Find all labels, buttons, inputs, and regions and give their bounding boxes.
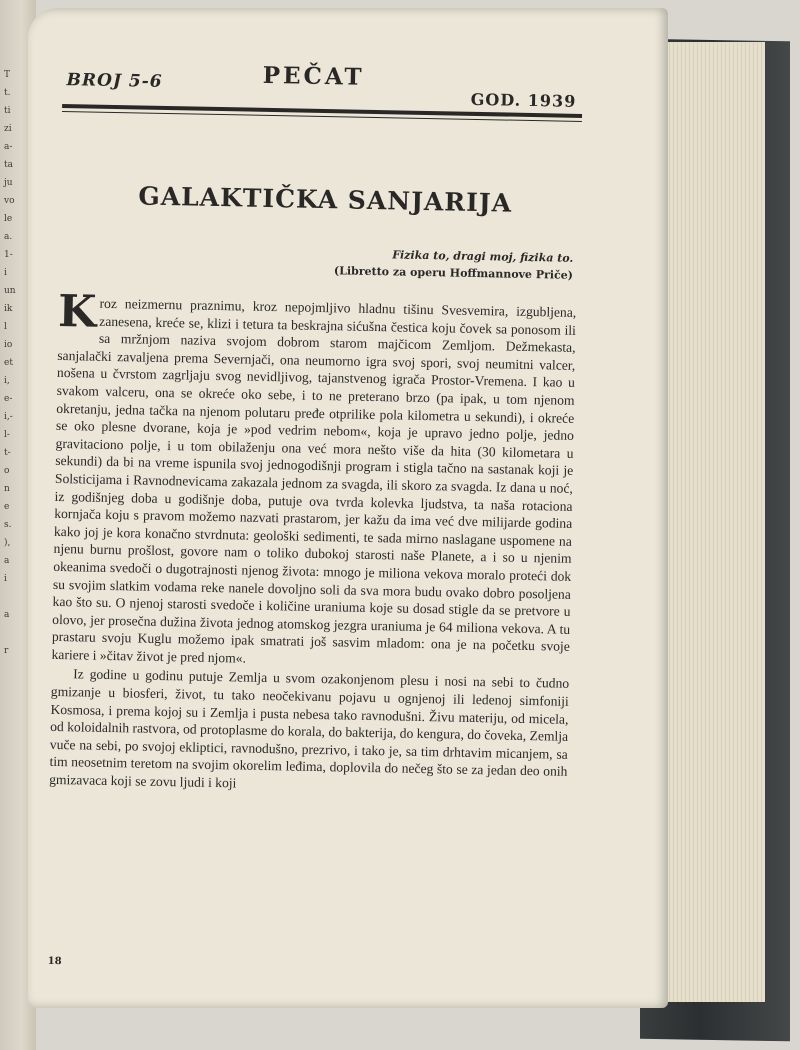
page-content xyxy=(47,8,584,968)
left-page-fragment: vo xyxy=(4,196,15,206)
drop-cap: K xyxy=(57,285,97,338)
left-page-fragment: i xyxy=(4,574,7,584)
left-page-fragment: le xyxy=(4,214,13,224)
left-page-fragment: T xyxy=(4,70,11,80)
left-page-fragment: ), xyxy=(4,538,11,548)
left-page-fragment: t. xyxy=(4,88,11,98)
left-page-fragment: ta xyxy=(4,160,13,170)
epigraph-source: (Libretto za operu Hoffmannove Priče) xyxy=(333,264,574,282)
left-page-fragment: 1- xyxy=(4,250,13,260)
epigraph-quote: Fizika to, dragi moj, fizika to. xyxy=(392,248,574,265)
left-page-fragment: a xyxy=(4,610,10,620)
page-number: 18 xyxy=(47,955,62,968)
running-header xyxy=(62,58,583,111)
left-page-fragment: zi xyxy=(4,124,12,134)
left-page-fragment: e- xyxy=(4,394,13,404)
left-page-fragment: et xyxy=(4,358,13,368)
left-page-fragment: un xyxy=(4,286,16,296)
left-page-fragment: ju xyxy=(4,178,13,188)
left-page-fragment: a xyxy=(4,556,10,566)
left-page-fragment: i, xyxy=(4,376,10,386)
book-page xyxy=(28,8,668,1008)
year-label: GOD. 1939 xyxy=(470,89,577,111)
left-page-fragment: l xyxy=(4,322,7,332)
left-page-fragment: t- xyxy=(4,448,11,458)
left-page-fragment: e xyxy=(4,502,10,512)
article-body xyxy=(49,285,577,798)
left-page-fragment: ik xyxy=(4,304,13,314)
left-page-fragment: l- xyxy=(4,430,10,440)
left-page-fragment: o xyxy=(4,466,10,476)
paragraph-1-text: roz neizmernu praznimu, kroz nepojmljivo hladnu tišinu Svesvemira, izgubljena, zanesena, kreće se, klizi i tetura ta beskrajna sićušna čestica koju čovek sa ponosom ili sa mržnjom naziva svojom dobrom starom majčicom Zemljom. Dežmekasta, sanjalački zavaljena prema Severnjači, ona neumorno igra svoj spori, svoj neumitni valcer, nošena u čvrstom zagrljaju svog nevidljivog, tajanstvenog igrača Prostor-Vremena. I kao u svakom valceru, ona se okreće oko sebe, i to ne preterano brzo (pa ipak, u tom njenom okretanju, jedna tačka na njenom polutaru pređe otprilike pola kilometra u sekundi), i okreće se oko plesne dvorane, koja je »pod vedrim nebom«, koja je upravo jedno polje, jedno gravitaciono polje, i u tom obilaženju ona već mora nešto više da hita (30 kilometara u sekundi) da bi na vreme ispunila svoj jednogodišnji program i stigla tačno na sastanak koji je Solsticijama i Ravnodnevicama zakazala jednom za svagda, ili skoro za svagda. Iz dana u noć, iz godišnjeg doba u godišnje doba, putuje ova tvrda kolevka ljudstva, ta naša rotaciona kornjača koju s pravom možemo nazvati prastarom, jer kažu da ima već dve milijarde godina kako joj je kora konačno stvrdnuta: geološki sedimenti, te sada mirno naslagane uspomene na njenu burnu prošlost, govore nam o toliko dubokoj starosti naše Planete, a i so u njenim okeanima svedoči o dugotrajnosti njenog života: mnogo je miliona vekova moralo proteći dok su svojim slatkim vodama reke nanele dovoljno soli da sva mora budu ovako dobro posoljena kao što su. O njenoj starosti svedoče i količine uraniuma koje su dosad stigle da se pretvore u olovo, jer prosečna dužina života jednog atomskog jezgra uraniuma je 64 miliona vekova. A tu prastaru svoju Kuglu možemo ipak smatrati još sasvim mladom: ona je na početku svoje kariere i »čitav život je pred njom«. xyxy=(51,295,577,666)
magazine-title: PEČAT xyxy=(262,61,365,91)
left-page-fragment: a. xyxy=(4,232,13,242)
left-page-fragment: ti xyxy=(4,106,11,116)
left-page-fragment: a- xyxy=(4,142,13,152)
issue-number: BROJ 5-6 xyxy=(66,70,163,92)
left-page-fragment: n xyxy=(4,484,10,494)
paragraph-1 xyxy=(51,285,577,673)
article-title: GALAKTIČKA SANJARIJA xyxy=(138,181,513,218)
left-page-fragment: s. xyxy=(4,520,12,530)
left-page-fragment: i xyxy=(4,268,7,278)
left-page-fragment: io xyxy=(4,340,13,350)
left-page-fragment: r xyxy=(4,646,9,656)
left-page-fragment: i,- xyxy=(4,412,13,422)
paragraph-2: Iz godine u godinu putuje Zemlja u svom ozakonjenom plesu i nosi na sebi to čudno gmizanje u biosferi, život, tu tako neočekivanu pojavu u ognjenoj ili ledenoj simfoniji Kosmosa, i premа kojoj su i Zemlja i pusta nebesa tako ravnodušni. Živu materiju, od micela, od koloidalnih rastvora, od protoplasme do korala, do bakterija, do kengura, do čoveka, Zemlja vuče na sebi, po svojoj ekliptici, ravnodušno, prezrivo, i tako je, sa tim drhtavim micanjem, sa tim neosetnim teretom na svojim okorelim leđima, doplovila do nečeg što se za jedan deo onih gmizavaca koji se zovu ljudi i koji xyxy=(49,666,570,791)
epigraph xyxy=(334,245,574,284)
